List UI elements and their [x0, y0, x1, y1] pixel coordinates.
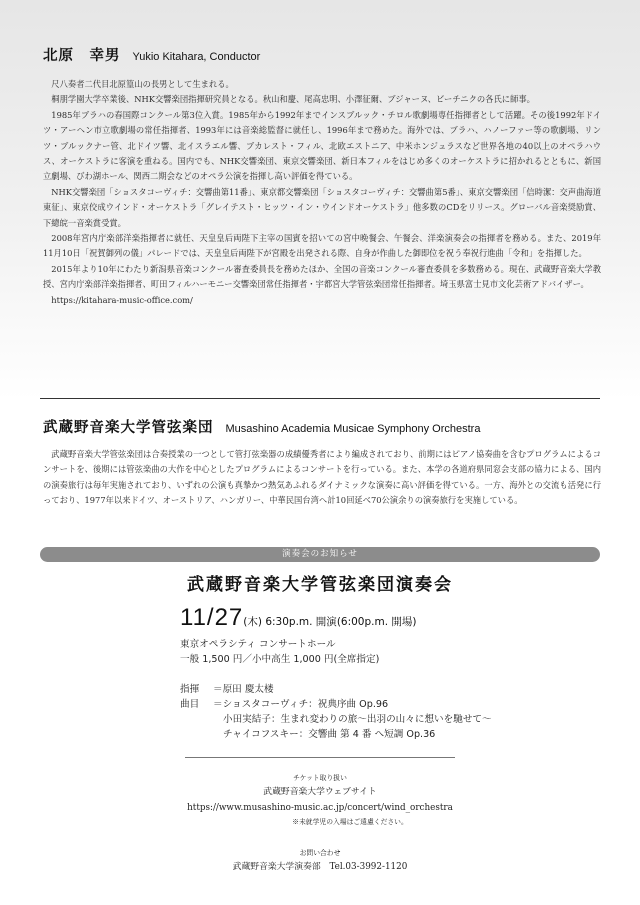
concert-weekday: (木) [243, 616, 262, 628]
orchestra-heading [43, 416, 601, 437]
concert-venue-price [180, 637, 379, 667]
concert-date: 11/27 [180, 604, 244, 631]
ticket-note: ※未就学児の入場はご遠慮ください。 [292, 818, 408, 826]
conductor-section [43, 44, 601, 308]
contact-details [0, 859, 640, 875]
concert-door-time: (6:00p.m. 開場) [336, 616, 417, 628]
ticket-seller: 武蔵野音楽大学ウェブサイト [263, 787, 377, 797]
conductor-heading [43, 44, 601, 65]
contact-name: 武蔵野音楽大学演奏部 [232, 862, 321, 872]
orchestra-description [43, 447, 601, 509]
concert-title: 武蔵野音楽大学管弦楽団演奏会 [187, 575, 453, 595]
conductor-label: 指揮 [180, 684, 200, 695]
conductor-name-en: Yukio Kitahara, Conductor [132, 51, 261, 63]
program-row [180, 727, 492, 742]
orchestra-name-en: Musashino Academia Musicae Symphony Orchestra [225, 423, 481, 435]
bio-paragraph: 2015年より10年にわたり新潟県音楽コンクール審査委員長を務めたほか、全国の音楽コンクール審査委員を多数務める。現在、武蔵野音楽大学教授、宮内庁楽部洋楽指揮者、町田フィルハーモニー交響楽団常任指揮者・宇都宮大学管弦楽団常任指揮者。埼玉県富士見市文化芸術アドバイザー。 [43, 263, 601, 290]
concert-start-time: 6:30p.m. 開演 [261, 616, 337, 628]
conductor-value: ＝原田 慶太楼 [213, 684, 274, 695]
ticket-url-link[interactable]: https://www.musashino-music.ac.jp/concert/wind_orchestra [187, 803, 453, 813]
contact-phone[interactable]: Tel.03-3992-1120 [329, 862, 408, 872]
conductor-row [180, 682, 492, 697]
bio-paragraph: 2008年宮内庁楽部洋楽指揮者に就任、天皇皇后両陛下主宰の国賓を招いての宮中晩餐会、午餐会、洋楽演奏会の指揮者を務める。また、2019年11月10日「祝賀御列の儀」パレードでは、天皇皇后両陛下が宮殿を出発される際、自身が作曲した御即位を祝う奉祝行進曲「令和」を指揮した。 [43, 233, 601, 259]
orchestra-paragraph: 武蔵野音楽大学管弦楽団は合奏授業の一つとして管打弦楽器の成績優秀者により編成されており、前期にはピアノ協奏曲を含むプログラムによるコンサートを、後期には管弦楽曲の大作を中心としたプログラムによるコンサートを行っている。また、本学の各道府県同窓会支部の協力による、国内の演奏旅行は毎年実施されており、いずれの公演も真摯かつ熱気あふれるダイナミックな演奏に高い評価を得ている。一方、海外との交流も活発に行っており、1977年以来ドイツ、オーストリア、ハンガリー、中華民国台湾へ計10回延べ70公演余りの演奏旅行を実施している。 [43, 449, 601, 506]
bio-paragraph: 桐朋学園大学卒業後、NHK交響楽団指揮研究員となる。秋山和慶、尾高忠明、小澤征爾、ブジャーヌ、ビーチニクの各氏に師事。 [51, 94, 535, 105]
concert-date-line [180, 604, 417, 632]
program-item: 小田実結子：生まれ変わりの旅〜出羽の山々に想いを馳せて〜 [223, 714, 492, 725]
concert-venue: 東京オペラシティ コンサートホール [180, 639, 336, 650]
ticket-info [0, 772, 640, 828]
bio-paragraph: NHK交響楽団「ショスタコーヴィチ：交響曲第11番」、東京都交響楽団「ショスタコーヴィチ：交響曲第5番」、東京交響楽団「信時潔：交声曲海道東征」、東京佼成ウインド・オーケストラ「グレイテスト・ヒッツ・イン・ウインドオーケストラ」他多数のCDをリリース。グローバル音楽奨励賞、下總皖一音楽賞受賞。 [43, 186, 601, 228]
program-row [180, 712, 492, 727]
program-item: チャイコフスキー：交響曲 第 4 番 へ短調 Op.36 [223, 729, 436, 740]
section-divider [40, 398, 600, 399]
bio-paragraph: 尺八奏者二代目北原篁山の長男として生まれる。 [51, 79, 234, 89]
program-label: 曲目 [180, 699, 200, 710]
orchestra-section [43, 416, 601, 509]
bio-paragraph: 1985年ブラハの春国際コンクール第3位入賞。1985年から1992年までインスブルック・チロル歌劇場専任指揮者として活躍。その後1992年ドイツ・アーヘン市立歌劇場の常任指揮者、1993年には音楽総監督に就任し、1996年まで務めた。海外では、ブラハ、ハノーファー等の歌劇場、リンツ・ブルックナー管、北ドイツ響、北イスラエル響、ブカレスト・フィル、北欧エストニア、中米ホンジュラスなど世界各地の40以上のオペラハウス、オーケストラに客演を重ねる。国内でも、NHK交響楽団、東京交響楽団、新日本フィルをはじめ多くのオーケストラに招かれるとともに、新国立劇場、びわ湖ホール、関西二期会などのオペラ公演を指揮し高い評価を得ている。 [43, 109, 601, 182]
conductor-name-jp: 北原 幸男 [43, 47, 121, 64]
program-row [180, 697, 492, 712]
ticket-label: チケット取り扱い [293, 774, 347, 782]
concert-notice-bar: 演奏会のお知らせ [40, 547, 600, 562]
ticket-divider [185, 757, 455, 758]
concert-price: 一般 1,500 円／小中高生 1,000 円(全席指定) [180, 654, 380, 665]
concert-program [180, 682, 492, 742]
orchestra-name-jp: 武蔵野音楽大学管弦楽団 [43, 419, 214, 436]
conductor-website-link[interactable]: https://kitahara-music-office.com/ [51, 294, 193, 305]
contact-info [0, 847, 640, 875]
contact-label: お問い合わせ [299, 849, 341, 857]
program-item: ＝ショスタコーヴィチ：祝典序曲 Op.96 [213, 699, 389, 710]
conductor-biography [43, 77, 601, 308]
